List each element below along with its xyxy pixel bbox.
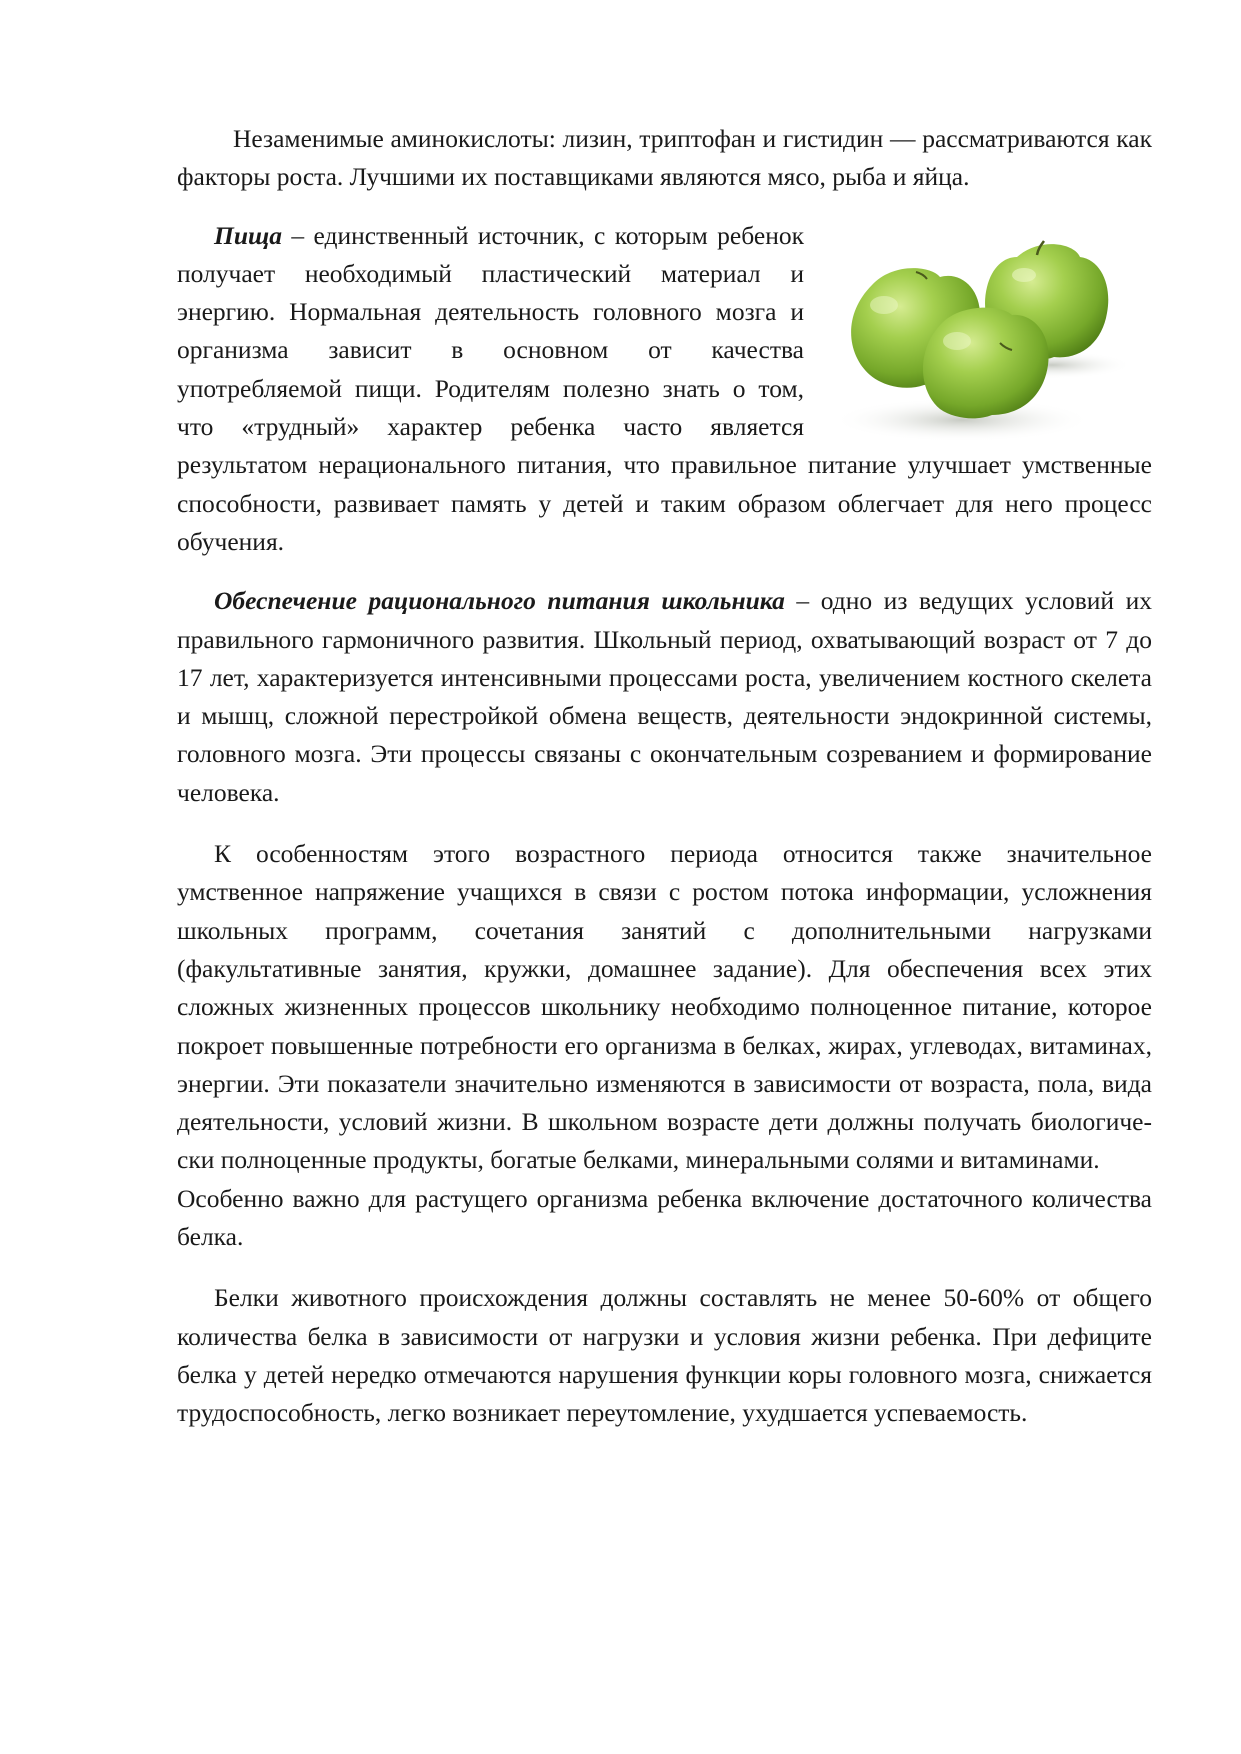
green-apples-image [812,215,1152,440]
paragraph-food-text: – единственный источник, с которым ребенок получает необходимый пластический материал и энергию. Нормальная деятельность головного мозга и организма зависит в основном от качества употребляемой пищи. Родителям полезно знать о том, что «трудный» характер ребенка часто является результатом нерационального питания, что правильное питание улучшает умственные способности, развивает память у детей и таким образом облегчает для него процесс обучения. [177,220,1152,556]
term-food: Пища [214,220,283,250]
paragraph-animal-protein: Белки животного происхождения должны составлять не менее 50-60% от общего количества белка в зависимости от нагрузки и условия жизни ребенка. При дефиците белка у детей нередко отмечаются нарушения функции коры головного мозга, снижается трудоспособность, легко возникает переутомление, ухудшается успеваемость. [177,1283,1152,1428]
paragraph-protein-importance: Особенно важно для растущего организма ребенка включение достаточного количества белка. [177,1183,1152,1252]
paragraph-amino-acids: Незаменимые аминокислоты: лизин, триптофан и гистидин — рассматриваются как факторы роста. Лучшими их поставщиками являются мясо, рыба и яйца. [177,124,1152,192]
paragraph-school-nutrition [177,582,1152,812]
paragraph-age-features: К особенностям этого возрастного периода относится также значительное умственное напряжение учащихся в связи с ростом потока информации, усложнения школьных программ, сочетания занятий с дополнительными нагрузками (факультативные занятия, кружки, домашнее задание). Для обеспечения всех этих сложных жизненных процессов школьнику необходимо полноценное питание, которое покроет повышенные потребности его организма в белках, жирах, углеводах, витаминах, энергии. Эти показатели значительно изменяются в зависимости от возраста, пола, вида деятельности, условий жизни. В школьном возрасте дети должны получать биологически полноценные продукты, богатые белками, минеральными солями и витаминами. [177,839,1152,1175]
document-page [177,120,1152,1433]
term-school-nutrition: Обеспечение рационального питания школьника [214,586,785,616]
paragraph-school-nutrition-text: – одно из ведущих условий их правильного гармоничного развития. Школьный период, охватывающий возраст от 7 до 17 лет, характеризуется интенсивными процессами роста, увеличением костного скелета и мышц, сложной перестройкой обмена веществ, деятельности эндокринной системы, головного мозга. Эти процессы связаны с окончательным созреванием и формирование человека. [177,586,1152,807]
